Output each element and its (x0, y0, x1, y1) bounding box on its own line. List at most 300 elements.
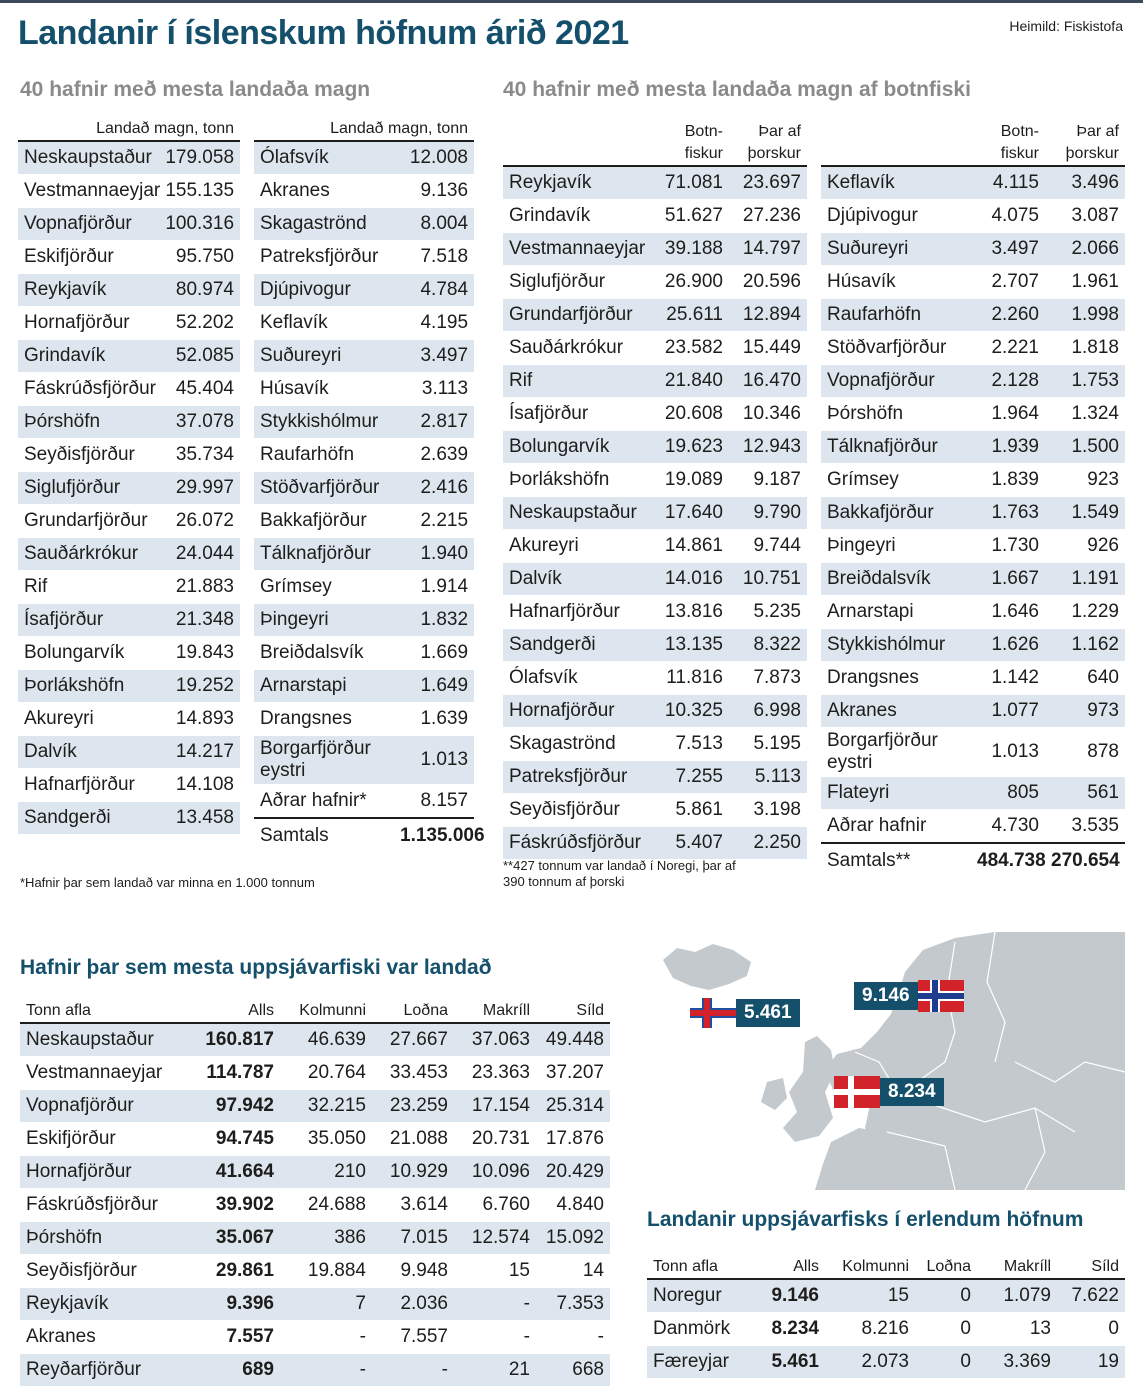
section2-table-right (821, 118, 1125, 879)
total-label: Samtals** (821, 843, 971, 879)
thorskur-value: 973 (1045, 695, 1125, 728)
section4-heading: Landanir uppsjávarfisks í erlendum höfnum (647, 1208, 1084, 1231)
botnfiskur-value: 21.840 (655, 365, 729, 398)
port-name: Seyðisfjörður (503, 794, 655, 827)
table-row (821, 728, 1125, 777)
landed-amount: 19.252 (158, 670, 240, 703)
total-value: 8.234 (755, 1313, 825, 1346)
total-value: 5.461 (755, 1346, 825, 1379)
country-or-port-name: Seyðisfjörður (20, 1255, 185, 1288)
botnfiskur-value: 25.611 (655, 299, 729, 332)
landed-amount: 1.940 (394, 538, 474, 571)
species-value: 15 (454, 1255, 536, 1288)
port-name: Drangsnes (254, 703, 394, 736)
table-row (254, 241, 474, 274)
botnfiskur-value: 10.325 (655, 695, 729, 728)
botnfiskur-value: 20.608 (655, 398, 729, 431)
thorskur-value: 640 (1045, 662, 1125, 695)
norway-value: 9.146 (854, 982, 918, 1010)
thorskur-value: 7.873 (729, 662, 807, 695)
botnfiskur-value: 2.221 (971, 332, 1045, 365)
landed-amount: 3.113 (394, 373, 474, 406)
denmark-flag-icon (834, 1076, 880, 1108)
landed-amount: 29.997 (158, 472, 240, 505)
table-row (821, 200, 1125, 233)
thorskur-value: 1.324 (1045, 398, 1125, 431)
landed-amount: 8.004 (394, 208, 474, 241)
landed-amount: 1.669 (394, 637, 474, 670)
port-name: Breiðdalsvík (821, 563, 971, 596)
species-value: 17.154 (454, 1090, 536, 1123)
landed-amount: 1.649 (394, 670, 474, 703)
port-name: Raufarhöfn (254, 439, 394, 472)
landed-amount: 14.893 (158, 703, 240, 736)
port-name: Húsavík (254, 373, 394, 406)
species-value: 0 (915, 1279, 977, 1313)
species-value: 0 (915, 1313, 977, 1346)
species-value: 12.574 (454, 1222, 536, 1255)
species-value: 9.948 (372, 1255, 454, 1288)
species-value: 6.760 (454, 1189, 536, 1222)
thorskur-value: 3.198 (729, 794, 807, 827)
species-value: 15.092 (536, 1222, 610, 1255)
port-name: Flateyri (821, 777, 971, 810)
table-row (18, 604, 240, 637)
norway-label (854, 980, 964, 1012)
country-or-port-name: Neskaupstaður (20, 1023, 185, 1057)
species-value: 27.667 (372, 1023, 454, 1057)
header-row (647, 1256, 1125, 1279)
table-row (20, 1255, 610, 1288)
table-row (18, 670, 240, 703)
botnfiskur-value: 1.763 (971, 497, 1045, 530)
thorskur-value: 15.449 (729, 332, 807, 365)
landed-amount: 2.817 (394, 406, 474, 439)
table-row (503, 233, 807, 266)
table-row (503, 266, 807, 299)
pelagic-table (20, 1000, 610, 1387)
port-name: Hafnarfjörður (503, 596, 655, 629)
port-name: Ísafjörður (503, 398, 655, 431)
table-row (20, 1288, 610, 1321)
table-row (18, 472, 240, 505)
botnfiskur-value: 2.260 (971, 299, 1045, 332)
table-row (254, 274, 474, 307)
botnfiskur-value: 19.623 (655, 431, 729, 464)
landed-amount: 4.784 (394, 274, 474, 307)
port-name: Skagaströnd (503, 728, 655, 761)
section2-heading: 40 hafnir með mesta landaða magn af botnfiski (503, 78, 971, 101)
species-value: 21 (454, 1354, 536, 1387)
port-name: Bakkafjörður (821, 497, 971, 530)
port-name: Sandgerði (503, 629, 655, 662)
port-name: Borgarfjörður eystri (821, 728, 971, 777)
port-name: Raufarhöfn (821, 299, 971, 332)
country-or-port-name: Noregur (647, 1279, 755, 1313)
species-value: 46.639 (280, 1023, 372, 1057)
thorskur-value: 926 (1045, 530, 1125, 563)
table-row (503, 794, 807, 827)
port-name: Djúpivogur (821, 200, 971, 233)
table-row (503, 596, 807, 629)
port-name: Akureyri (18, 703, 158, 736)
species-value: - (280, 1321, 372, 1354)
species-value: 20.429 (536, 1156, 610, 1189)
table-row (18, 406, 240, 439)
botnfiskur-value: 5.861 (655, 794, 729, 827)
botnfiskur-value: 23.582 (655, 332, 729, 365)
table-row (821, 530, 1125, 563)
species-value: 2.036 (372, 1288, 454, 1321)
table-row (18, 571, 240, 604)
botnfiskur-value: 39.188 (655, 233, 729, 266)
port-name: Keflavík (254, 307, 394, 340)
botnfiskur-header: Botn-fiskur (971, 118, 1045, 166)
landed-amount: 45.404 (158, 373, 240, 406)
table-row (20, 1057, 610, 1090)
botnfiskur-value: 71.081 (655, 166, 729, 200)
port-name: Bolungarvík (503, 431, 655, 464)
landed-amount: 2.215 (394, 505, 474, 538)
botnfiskur-value: 7.255 (655, 761, 729, 794)
thorskur-value: 1.818 (1045, 332, 1125, 365)
faroe-value: 5.461 (736, 999, 800, 1027)
column-header: Alls (185, 1000, 280, 1023)
table-row (821, 777, 1125, 810)
botnfiskur-value: 1.142 (971, 662, 1045, 695)
country-or-port-name: Eskifjörður (20, 1123, 185, 1156)
column-header: Síld (1057, 1256, 1125, 1279)
section3-heading: Hafnir þar sem mesta uppsjávarfiski var landað (20, 956, 492, 979)
landed-amount: 7.518 (394, 241, 474, 274)
species-value: 32.215 (280, 1090, 372, 1123)
country-or-port-name: Þórshöfn (20, 1222, 185, 1255)
botnfiskur-value: 1.964 (971, 398, 1045, 431)
table-row (254, 208, 474, 241)
table-row (254, 373, 474, 406)
port-name: Grindavík (18, 340, 158, 373)
port-name: Aðrar hafnir* (254, 785, 394, 819)
port-name: Hornafjörður (503, 695, 655, 728)
botnfiskur-value: 1.013 (971, 728, 1045, 777)
table-row (821, 332, 1125, 365)
table-row (254, 571, 474, 604)
species-value: 0 (1057, 1313, 1125, 1346)
species-value: 37.063 (454, 1023, 536, 1057)
landed-amount: 1.013 (394, 736, 474, 785)
botnfiskur-value: 51.627 (655, 200, 729, 233)
thorskur-value: 5.235 (729, 596, 807, 629)
port-name: Þorlákshöfn (503, 464, 655, 497)
port-name: Bakkafjörður (254, 505, 394, 538)
table-row (20, 1023, 610, 1057)
column-header: Kolmunni (280, 1000, 372, 1023)
section1-footnote: *Hafnir þar sem landað var minna en 1.000 tonnum (20, 875, 315, 890)
botnfiskur-value: 7.513 (655, 728, 729, 761)
thorskur-value: 561 (1045, 777, 1125, 810)
table-row (821, 233, 1125, 266)
table-row (821, 431, 1125, 464)
port-name: Vestmannaeyjar (503, 233, 655, 266)
total-value: 94.745 (185, 1123, 280, 1156)
section1-table-right (254, 118, 485, 854)
thorskur-value: 1.191 (1045, 563, 1125, 596)
port-name: Sandgerði (18, 802, 158, 835)
port-name: Seyðisfjörður (18, 439, 158, 472)
country-or-port-name: Reyðarfjörður (20, 1354, 185, 1387)
table-row (18, 802, 240, 835)
species-value: 19 (1057, 1346, 1125, 1379)
landed-amount: 52.085 (158, 340, 240, 373)
thorskur-value: 6.998 (729, 695, 807, 728)
table-row (821, 266, 1125, 299)
table-row (821, 695, 1125, 728)
species-value: 210 (280, 1156, 372, 1189)
landed-amount: 1.639 (394, 703, 474, 736)
column-header: Landað magn, tonn (254, 118, 474, 141)
species-value: 4.840 (536, 1189, 610, 1222)
port-name: Hafnarfjörður (18, 769, 158, 802)
thorskur-header: Þar af þorskur (1045, 118, 1125, 166)
port-name: Tálknafjörður (254, 538, 394, 571)
thorskur-value: 10.346 (729, 398, 807, 431)
thorskur-value: 2.066 (1045, 233, 1125, 266)
landed-amount: 4.195 (394, 307, 474, 340)
column-header: Tonn afla (20, 1000, 185, 1023)
thorskur-value: 1.961 (1045, 266, 1125, 299)
table-row (18, 274, 240, 307)
thorskur-value: 16.470 (729, 365, 807, 398)
table-row (18, 208, 240, 241)
species-value: 23.363 (454, 1057, 536, 1090)
port-name: Djúpivogur (254, 274, 394, 307)
species-value: 35.050 (280, 1123, 372, 1156)
port-name: Stykkishólmur (254, 406, 394, 439)
species-value: 1.079 (977, 1279, 1057, 1313)
column-header: Makríll (454, 1000, 536, 1023)
botnfiskur-value: 1.730 (971, 530, 1045, 563)
thorskur-value: 1.998 (1045, 299, 1125, 332)
thorskur-value: 2.250 (729, 827, 807, 860)
table-row (18, 439, 240, 472)
thorskur-value: 12.943 (729, 431, 807, 464)
landed-amount: 35.734 (158, 439, 240, 472)
thorskur-value: 10.751 (729, 563, 807, 596)
table-row (647, 1313, 1125, 1346)
port-name: Húsavík (821, 266, 971, 299)
column-header: Loðna (915, 1256, 977, 1279)
faroe-flag-icon (690, 998, 736, 1028)
thorskur-value: 1.229 (1045, 596, 1125, 629)
species-value: 7.557 (372, 1321, 454, 1354)
foreign-landings-table (647, 1256, 1125, 1379)
species-value: 25.314 (536, 1090, 610, 1123)
species-value: 21.088 (372, 1123, 454, 1156)
source-credit: Heimild: Fiskistofa (1009, 18, 1123, 34)
species-value: 20.731 (454, 1123, 536, 1156)
port-name: Vopnafjörður (18, 208, 158, 241)
port-name: Neskaupstaður (503, 497, 655, 530)
port-name: Stykkishólmur (821, 629, 971, 662)
port-name: Arnarstapi (821, 596, 971, 629)
thorskur-value: 27.236 (729, 200, 807, 233)
landed-amount: 52.202 (158, 307, 240, 340)
species-value: - (536, 1321, 610, 1354)
botnfiskur-value: 4.115 (971, 166, 1045, 200)
total-value: 114.787 (185, 1057, 280, 1090)
table-row (647, 1346, 1125, 1379)
port-name: Ólafsvík (503, 662, 655, 695)
table-row (503, 166, 807, 200)
header-row (20, 1000, 610, 1023)
port-name: Skagaströnd (254, 208, 394, 241)
table-row (821, 166, 1125, 200)
thorskur-value: 20.596 (729, 266, 807, 299)
landed-amount: 100.316 (158, 208, 240, 241)
port-name: Reykjavík (503, 166, 655, 200)
thorskur-value: 3.496 (1045, 166, 1125, 200)
species-value: 15 (825, 1279, 915, 1313)
thorskur-value: 1.500 (1045, 431, 1125, 464)
thorskur-value: 9.744 (729, 530, 807, 563)
port-name: Hornafjörður (18, 307, 158, 340)
port-name: Vopnafjörður (821, 365, 971, 398)
table-row (254, 406, 474, 439)
landed-amount: 13.458 (158, 802, 240, 835)
species-value: 8.216 (825, 1313, 915, 1346)
table-row (503, 398, 807, 431)
table-row (503, 497, 807, 530)
landed-amount: 179.058 (158, 141, 240, 175)
landed-amount: 37.078 (158, 406, 240, 439)
species-value: 3.369 (977, 1346, 1057, 1379)
table-row (254, 307, 474, 340)
table-row (18, 307, 240, 340)
port-name: Akranes (254, 175, 394, 208)
port-name: Sauðárkrókur (503, 332, 655, 365)
botnfiskur-value: 2.707 (971, 266, 1045, 299)
total-value: 9.396 (185, 1288, 280, 1321)
table-row (18, 538, 240, 571)
port-name: Fáskrúðsfjörður (503, 827, 655, 860)
landed-amount: 8.157 (394, 785, 474, 819)
landed-amount: 2.639 (394, 439, 474, 472)
column-header: Síld (536, 1000, 610, 1023)
table-row (18, 241, 240, 274)
port-name: Dalvík (503, 563, 655, 596)
total-value: 689 (185, 1354, 280, 1387)
port-name: Þorlákshöfn (18, 670, 158, 703)
landed-amount: 14.108 (158, 769, 240, 802)
species-value: - (280, 1354, 372, 1387)
botnfiskur-value: 1.939 (971, 431, 1045, 464)
total-value: 35.067 (185, 1222, 280, 1255)
total-label: Samtals (254, 818, 394, 854)
total-value: 1.135.006 (394, 818, 474, 854)
table-row (821, 497, 1125, 530)
column-header: Makríll (977, 1256, 1057, 1279)
table-row (503, 200, 807, 233)
botnfiskur-value: 4.730 (971, 810, 1045, 844)
table-row (18, 505, 240, 538)
thorskur-value: 5.195 (729, 728, 807, 761)
landed-amount: 155.135 (158, 175, 240, 208)
botnfiskur-value: 14.016 (655, 563, 729, 596)
botnfiskur-value: 3.497 (971, 233, 1045, 266)
table-row (821, 629, 1125, 662)
table-row (18, 637, 240, 670)
total-value: 7.557 (185, 1321, 280, 1354)
total-value: 9.146 (755, 1279, 825, 1313)
table-row (254, 141, 474, 175)
species-value: 13 (977, 1313, 1057, 1346)
table-row (254, 604, 474, 637)
column-header: Kolmunni (825, 1256, 915, 1279)
table-row (821, 662, 1125, 695)
species-value: 10.096 (454, 1156, 536, 1189)
landed-amount: 12.008 (394, 141, 474, 175)
botnfiskur-header: Botn-fiskur (655, 118, 729, 166)
landed-amount: 3.497 (394, 340, 474, 373)
port-name: Stöðvarfjörður (254, 472, 394, 505)
thorskur-value: 3.535 (1045, 810, 1125, 844)
landed-amount: 24.044 (158, 538, 240, 571)
port-name: Drangsnes (821, 662, 971, 695)
port-name: Grundarfjörður (503, 299, 655, 332)
table-row (20, 1321, 610, 1354)
total-botnfiskur: 484.738 (971, 843, 1045, 879)
table-row (20, 1189, 610, 1222)
table-row (18, 703, 240, 736)
table-row (647, 1279, 1125, 1313)
landed-amount: 21.883 (158, 571, 240, 604)
total-thorskur: 270.654 (1045, 843, 1125, 879)
port-name: Ólafsvík (254, 141, 394, 175)
port-name: Patreksfjörður (254, 241, 394, 274)
table-row (503, 464, 807, 497)
denmark-value: 8.234 (880, 1078, 944, 1106)
country-or-port-name: Reykjavík (20, 1288, 185, 1321)
port-name: Vestmannaeyjar (18, 175, 158, 208)
port-name: Neskaupstaður (18, 141, 158, 175)
column-header: Landað magn, tonn (18, 118, 240, 141)
species-value: 19.884 (280, 1255, 372, 1288)
port-name: Suðureyri (254, 340, 394, 373)
port-name: Rif (18, 571, 158, 604)
species-value: 7.353 (536, 1288, 610, 1321)
thorskur-value: 9.187 (729, 464, 807, 497)
species-value: - (372, 1354, 454, 1387)
table-row (254, 439, 474, 472)
port-name: Breiðdalsvík (254, 637, 394, 670)
port-name: Arnarstapi (254, 670, 394, 703)
table-row (503, 695, 807, 728)
column-header: Alls (755, 1256, 825, 1279)
table-row (254, 703, 474, 736)
europe-map (655, 932, 1125, 1190)
table-row (254, 670, 474, 703)
thorskur-value: 14.797 (729, 233, 807, 266)
port-name: Grindavík (503, 200, 655, 233)
botnfiskur-value: 2.128 (971, 365, 1045, 398)
port-name: Siglufjörður (503, 266, 655, 299)
port-name: Grímsey (254, 571, 394, 604)
species-value: - (454, 1288, 536, 1321)
landed-amount: 95.750 (158, 241, 240, 274)
table-row (20, 1222, 610, 1255)
botnfiskur-value: 1.839 (971, 464, 1045, 497)
thorskur-value: 878 (1045, 728, 1125, 777)
